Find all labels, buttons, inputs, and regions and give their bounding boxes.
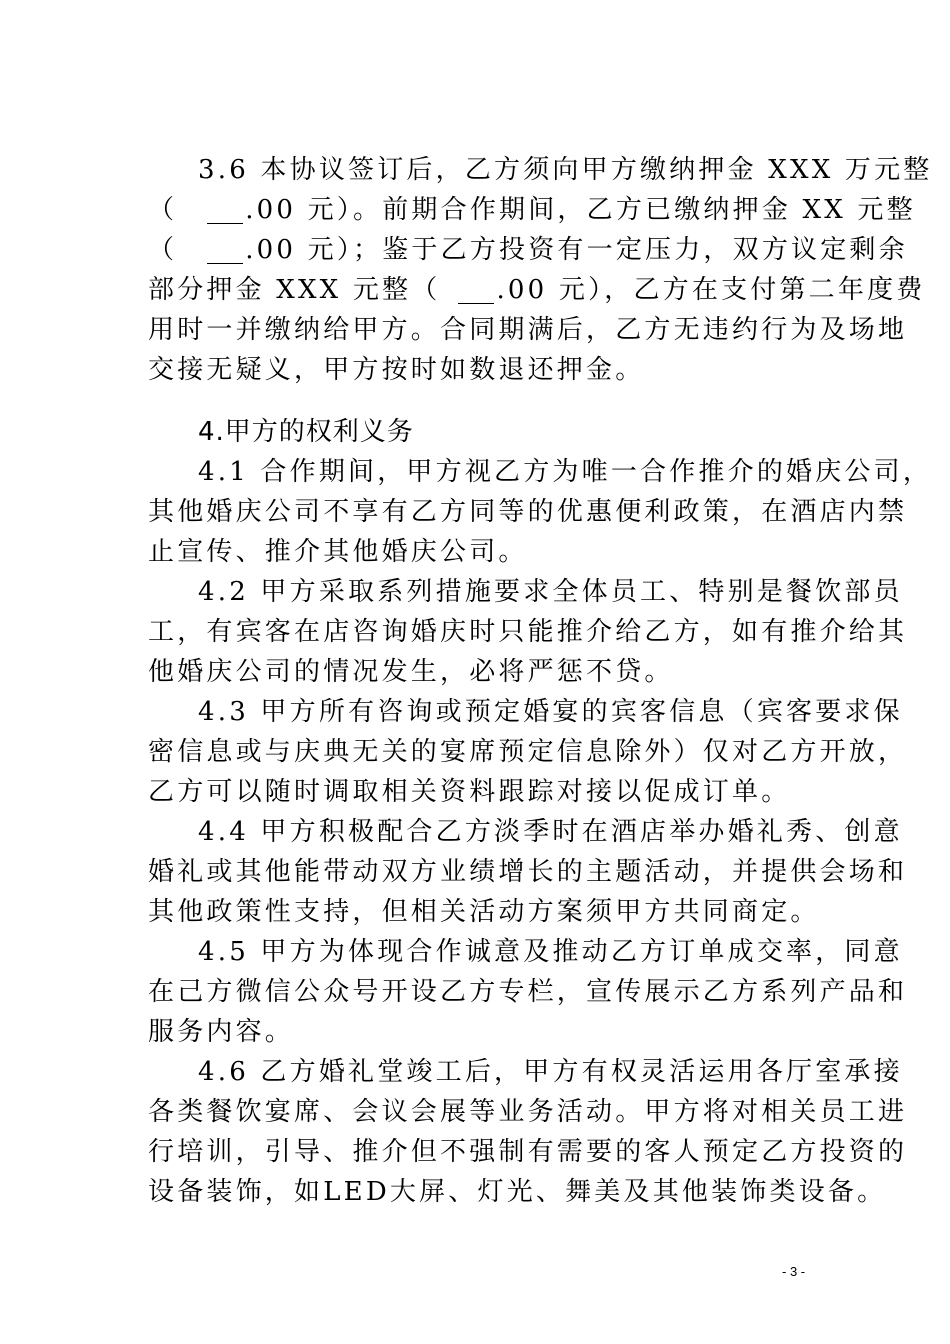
paragraph-3-6-line-6: 交接无疑义，甲方按时如数退还押金。 (148, 355, 645, 385)
paren-open: （ (148, 235, 178, 265)
paragraph-4-5-line-3: 服务内容。 (148, 1017, 295, 1047)
paragraph-4-4-line-1: 4.4 甲方积极配合乙方淡季时在酒店举办婚礼秀、创意 (198, 817, 903, 847)
paragraph-4-1-line-1: 4.1 合作期间，甲方视乙方为唯一合作推介的婚庆公司， (198, 457, 933, 487)
paragraph-4-3-line-3: 乙方可以随时调取相关资料跟踪对接以促成订单。 (148, 777, 791, 807)
paragraph-4-6-line-3: 行培训，引导、推介但不强制有需要的客人预定乙方投资的 (148, 1137, 908, 1167)
paragraph-4-2-line-2: 工，有宾客在店咨询婚庆时只能推介给乙方，如有推介给其 (148, 617, 908, 647)
paragraph-4-6-line-2: 各类餐饮宴席、会议会展等业务活动。甲方将对相关员工进 (148, 1097, 908, 1127)
paragraph-4-6-line-4: 设备装饰，如LED大屏、灯光、舞美及其他装饰类设备。 (148, 1177, 887, 1207)
paragraph-4-1-line-2: 其他婚庆公司不享有乙方同等的优惠便利政策，在酒店内禁 (148, 497, 908, 527)
paragraph-4-1-line-3: 止宣传、推介其他婚庆公司。 (148, 537, 528, 567)
amount-text: .00 元）；鉴于乙方投资有一定压力，双方议定剩余 (245, 235, 908, 265)
paragraph-3-6-line-3 (148, 230, 908, 270)
page-number: - 3 - (782, 1264, 806, 1279)
amount-blank (207, 233, 243, 264)
amount-blank (207, 193, 243, 224)
paren-open: （ (148, 195, 178, 225)
paragraph-4-4-line-3: 其他政策性支持，但相关活动方案须甲方共同商定。 (148, 897, 820, 927)
paragraph-4-5-line-2: 在己方微信公众号开设乙方专栏，宣传展示乙方系列产品和 (148, 977, 908, 1007)
paragraph-4-2-line-1: 4.2 甲方采取系列措施要求全体员工、特别是餐饮部员 (198, 577, 903, 607)
amount-blank (458, 273, 494, 304)
paragraph-4-6-line-1: 4.6 乙方婚礼堂竣工后，甲方有权灵活运用各厅室承接 (198, 1057, 903, 1087)
paragraph-4-5-line-1: 4.5 甲方为体现合作诚意及推动乙方订单成交率，同意 (198, 937, 903, 967)
paragraph-3-6-line-4 (148, 270, 926, 310)
paragraph-4-2-line-3: 他婚庆公司的情况发生，必将严惩不贷。 (148, 657, 674, 687)
amount-text: .00 元），乙方在支付第二年度费 (496, 275, 926, 305)
paragraph-4-3-line-1: 4.3 甲方所有咨询或预定婚宴的宾客信息（宾客要求保 (198, 697, 903, 727)
paragraph-4-3-line-2: 密信息或与庆典无关的宴席预定信息除外）仅对乙方开放， (148, 737, 908, 767)
paragraph-3-6-line-5: 用时一并缴纳给甲方。合同期满后，乙方无违约行为及场地 (148, 315, 908, 345)
paragraph-3-6-line-1: 3.6 本协议签订后，乙方须向甲方缴纳押金 XXX 万元整 (198, 155, 933, 185)
paragraph-3-6-line-2 (148, 190, 916, 230)
deposit-text: 部分押金 XXX 元整（ (148, 275, 441, 305)
section-heading-4: 4.甲方的权利义务 (198, 417, 414, 447)
amount-text: .00 元）。前期合作期间，乙方已缴纳押金 XX 元整 (245, 195, 916, 225)
paragraph-4-4-line-2: 婚礼或其他能带动双方业绩增长的主题活动，并提供会场和 (148, 857, 908, 887)
